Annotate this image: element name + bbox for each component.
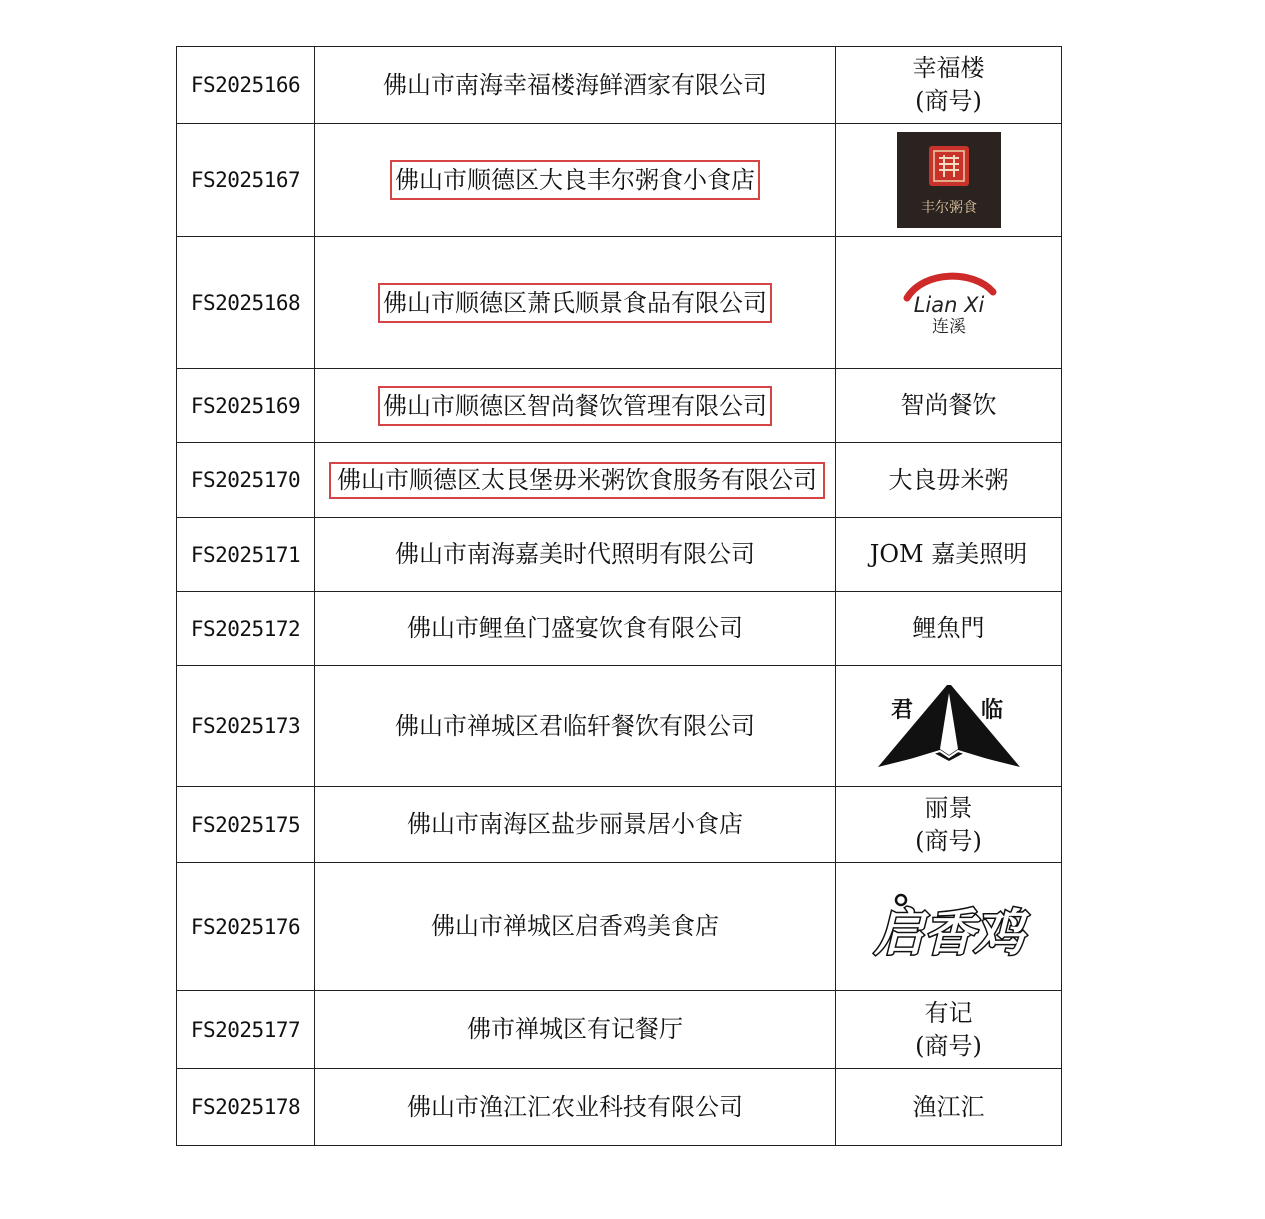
table-row <box>177 787 1062 863</box>
company-name-highlighted: 佛山市顺德区智尚餐饮管理有限公司 <box>378 386 772 426</box>
logo-char-left: 君 <box>890 698 913 723</box>
company-name: 佛山市禅城区君临轩餐饮有限公司 <box>315 666 836 787</box>
company-name-cell <box>315 124 836 237</box>
trademark-text: 丽景 <box>924 793 973 822</box>
trademark-text: 大良毋米粥 <box>836 443 1062 518</box>
table-row <box>177 666 1062 787</box>
company-name: 佛山市鲤鱼门盛宴饮食有限公司 <box>315 592 836 666</box>
company-name-cell <box>315 443 836 518</box>
table-row <box>177 369 1062 443</box>
registration-code: FS2025166 <box>177 47 315 124</box>
company-name-highlighted: 佛山市顺德区太艮堡毋米粥饮食服务有限公司 <box>329 462 825 499</box>
registration-code: FS2025167 <box>177 124 315 237</box>
table-row <box>177 518 1062 592</box>
jun-lin-logo <box>874 683 1024 769</box>
registration-code: FS2025169 <box>177 369 315 443</box>
trademark-note: (商号) <box>915 1031 982 1060</box>
trademark-cell <box>836 991 1062 1069</box>
table-row <box>177 592 1062 666</box>
table-row <box>177 863 1062 991</box>
trademark-text: 幸福楼 <box>912 54 985 82</box>
table-row <box>177 124 1062 237</box>
table-row <box>177 237 1062 369</box>
registration-code: FS2025170 <box>177 443 315 518</box>
company-name: 佛山市南海嘉美时代照明有限公司 <box>315 518 836 592</box>
company-name: 佛市禅城区有记餐厅 <box>315 991 836 1069</box>
company-name: 佛山市南海幸福楼海鲜酒家有限公司 <box>315 47 836 124</box>
company-name: 佛山市渔江汇农业科技有限公司 <box>315 1069 836 1146</box>
table-row <box>177 443 1062 518</box>
qi-xiang-ji-logo <box>859 892 1039 962</box>
table-row <box>177 991 1062 1069</box>
logo-wordmark: 启香鸡 <box>873 903 1024 962</box>
trademark-text: 智尚餐饮 <box>836 369 1062 443</box>
registration-code: FS2025177 <box>177 991 315 1069</box>
table-row <box>177 1069 1062 1146</box>
registration-code: FS2025178 <box>177 1069 315 1146</box>
feng-er-zhou-shi-logo <box>897 132 1001 228</box>
company-name-cell <box>315 369 836 443</box>
logo-chinese: 连溪 <box>931 316 966 337</box>
logo-caption: 丰尔粥食 <box>920 200 977 216</box>
trademark-note: (商号) <box>915 87 982 115</box>
trademark-cell <box>836 47 1062 124</box>
company-name-highlighted: 佛山市顺德区萧氏顺景食品有限公司 <box>378 283 772 323</box>
lian-xi-logo <box>899 268 999 338</box>
registration-code: FS2025176 <box>177 863 315 991</box>
registration-code: FS2025173 <box>177 666 315 787</box>
company-name-highlighted: 佛山市顺德区大良丰尔粥食小食店 <box>390 160 760 200</box>
company-name-cell <box>315 237 836 369</box>
trademark-cell <box>836 863 1062 991</box>
trademark-note: (商号) <box>915 826 982 855</box>
trademark-cell <box>836 787 1062 863</box>
registration-code: FS2025172 <box>177 592 315 666</box>
company-name: 佛山市禅城区启香鸡美食店 <box>315 863 836 991</box>
registration-code: FS2025171 <box>177 518 315 592</box>
trademark-text: 鲤魚門 <box>836 592 1062 666</box>
trademark-text: 有记 <box>924 998 973 1027</box>
company-name: 佛山市南海区盐步丽景居小食店 <box>315 787 836 863</box>
logo-char-right: 临 <box>980 698 1003 723</box>
trademark-text: JOM 嘉美照明 <box>836 518 1062 592</box>
registry-table <box>176 46 1062 1146</box>
trademark-cell <box>836 124 1062 237</box>
table-row <box>177 47 1062 124</box>
trademark-text: 渔江汇 <box>836 1069 1062 1146</box>
registration-code: FS2025175 <box>177 787 315 863</box>
registration-code: FS2025168 <box>177 237 315 369</box>
trademark-cell <box>836 666 1062 787</box>
trademark-cell <box>836 237 1062 369</box>
logo-latin: Lian Xi <box>913 292 984 317</box>
